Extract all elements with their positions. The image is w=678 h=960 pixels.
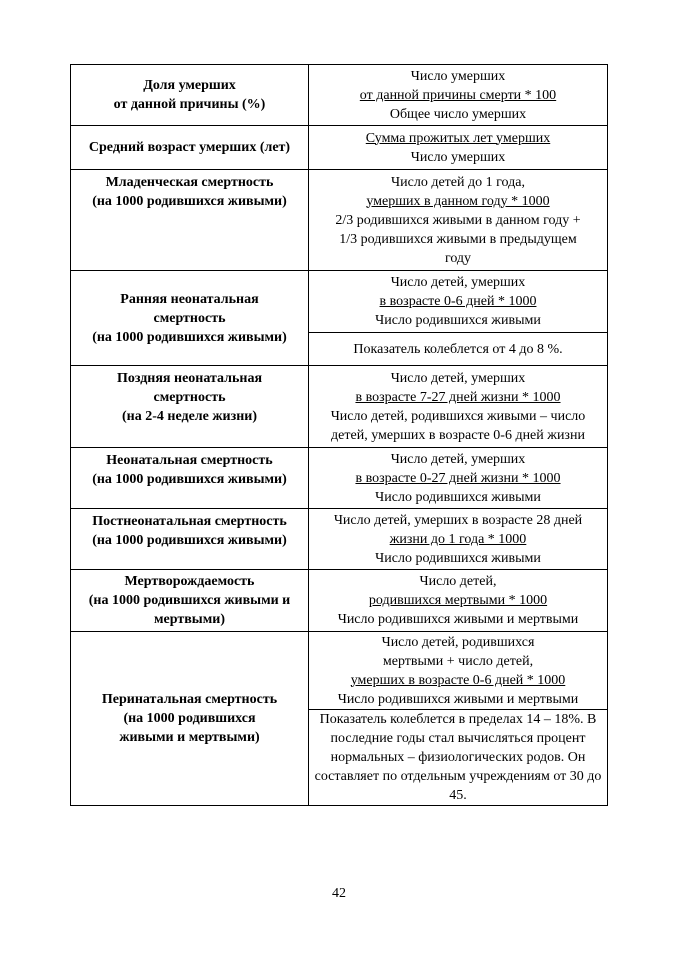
text-line: Младенческая смертность: [105, 175, 274, 190]
formula-denominator: Число родившихся живыми и мертвыми: [337, 612, 579, 627]
text-line: Мертворождаемость: [124, 574, 255, 589]
formula-denominator: Число родившихся живыми и мертвыми: [337, 691, 579, 707]
indicator-name: [71, 632, 309, 806]
text-line: живыми и мертвыми): [119, 730, 260, 745]
formula-numerator: умерших в возрасте 0-6 дней * 1000: [350, 672, 566, 688]
formula-line: Число детей, умерших в возрасте 28 дней: [333, 512, 583, 528]
text-line: (на 1000 родившихся: [123, 711, 256, 726]
table-row: [71, 65, 608, 126]
text-line: (на 1000 родившихся живыми): [92, 533, 287, 548]
formula-line: мертвыми + число детей,: [382, 653, 534, 669]
text-line: Доля умерших: [143, 78, 236, 93]
formula-line: Число умерших: [410, 68, 506, 84]
indicator-formula: [309, 448, 608, 509]
indicator-name: [71, 509, 309, 570]
indicator-formula: [309, 65, 608, 126]
formula-numerator: в возрасте 0-6 дней * 1000: [379, 294, 537, 309]
formula-denominator: году: [444, 250, 472, 266]
indicator-name: [71, 448, 309, 509]
indicator-name: [71, 366, 309, 448]
formula-numerator: в возрасте 7-27 дней жизни * 1000: [355, 389, 561, 405]
indicator-name: [71, 170, 309, 271]
formula-line: Число детей до 1 года,: [391, 174, 525, 190]
indicator-formula: [309, 126, 608, 170]
table-row: [71, 271, 608, 333]
indicator-formula: [309, 366, 608, 448]
text-line: (на 1000 родившихся живыми): [92, 329, 287, 345]
formula-numerator: Сумма прожитых лет умерших: [365, 130, 551, 146]
formula-denominator: Число детей, родившихся живыми – число: [330, 408, 586, 424]
table-row: [71, 448, 608, 509]
text-line: (на 2-4 неделе жизни): [122, 409, 257, 424]
indicator-formula: [309, 570, 608, 632]
table-row: [71, 570, 608, 632]
formula-line: Число детей, умерших: [390, 370, 526, 386]
indicator-name: [71, 570, 309, 632]
text-line: Постнеонатальная смертность: [92, 514, 287, 529]
table-row: [71, 509, 608, 570]
text-line: Средний возраст умерших (лет): [88, 140, 291, 155]
text-line: Ранняя неонатальная: [120, 291, 259, 307]
indicator-name: [71, 271, 309, 366]
note-text: Показатель колеблется от 4 до 8 %.: [309, 333, 608, 366]
formula-denominator: Общее число умерших: [389, 106, 527, 122]
formula-denominator: 1/3 родившихся живыми в предыдущем: [339, 231, 577, 247]
page-number: 42: [332, 886, 346, 901]
formula-denominator: детей, умерших в возрасте 0-6 дней жизни: [331, 427, 585, 443]
note-text: Показатель колеблется в пределах 14 – 18%. В последние годы стал вычисляться процент нормальных – физиологических родов. Он составляет по отдельным учреждениям от 30 до 45.: [309, 710, 608, 806]
table-row: [71, 632, 608, 710]
text-line: (на 1000 родившихся живыми): [92, 472, 287, 487]
formula-line: Число детей, родившихся: [381, 634, 535, 650]
formula-denominator: Число родившихся живыми: [375, 550, 541, 566]
indicator-name: [71, 126, 309, 170]
formula-numerator: в возрасте 0-27 дней жизни * 1000: [355, 470, 561, 486]
indicator-formula: [309, 509, 608, 570]
formula-numerator: жизни до 1 года * 1000: [389, 531, 527, 547]
formula-line: Число детей,: [419, 574, 497, 589]
table-row: [71, 366, 608, 448]
text-line: мертвыми): [154, 612, 225, 627]
text-line: Перинатальная смертность: [101, 692, 278, 707]
formula-denominator: Число умерших: [410, 149, 506, 165]
text-line: Поздняя неонатальная: [116, 371, 263, 386]
text-line: от данной причины (%): [113, 97, 266, 112]
table-row: [71, 126, 608, 170]
text-line: (на 1000 родившихся живыми и: [88, 593, 291, 608]
text-line: (на 1000 родившихся живыми): [92, 194, 287, 209]
text-line: смертность: [153, 310, 226, 326]
table-row: [71, 170, 608, 271]
formulas-table: [70, 64, 608, 806]
formula-line: Число детей, умерших: [390, 451, 526, 467]
formula-numerator: умерших в данном году * 1000: [366, 193, 550, 209]
indicator-formula: [309, 170, 608, 271]
formula-numerator: родившихся мертвыми * 1000: [368, 593, 548, 608]
formula-denominator: Число родившихся живыми: [375, 313, 541, 328]
indicator-name: [71, 65, 309, 126]
formula-numerator: от данной причины смерти * 100: [359, 87, 557, 103]
text-line: Неонатальная смертность: [106, 453, 273, 468]
text-line: смертность: [153, 390, 226, 405]
formula-line: Число детей, умерших: [390, 275, 526, 290]
indicator-formula: [309, 632, 608, 710]
indicator-formula: [309, 271, 608, 333]
formula-denominator: 2/3 родившихся живыми в данном году +: [335, 212, 581, 228]
formula-denominator: Число родившихся живыми: [375, 489, 541, 505]
